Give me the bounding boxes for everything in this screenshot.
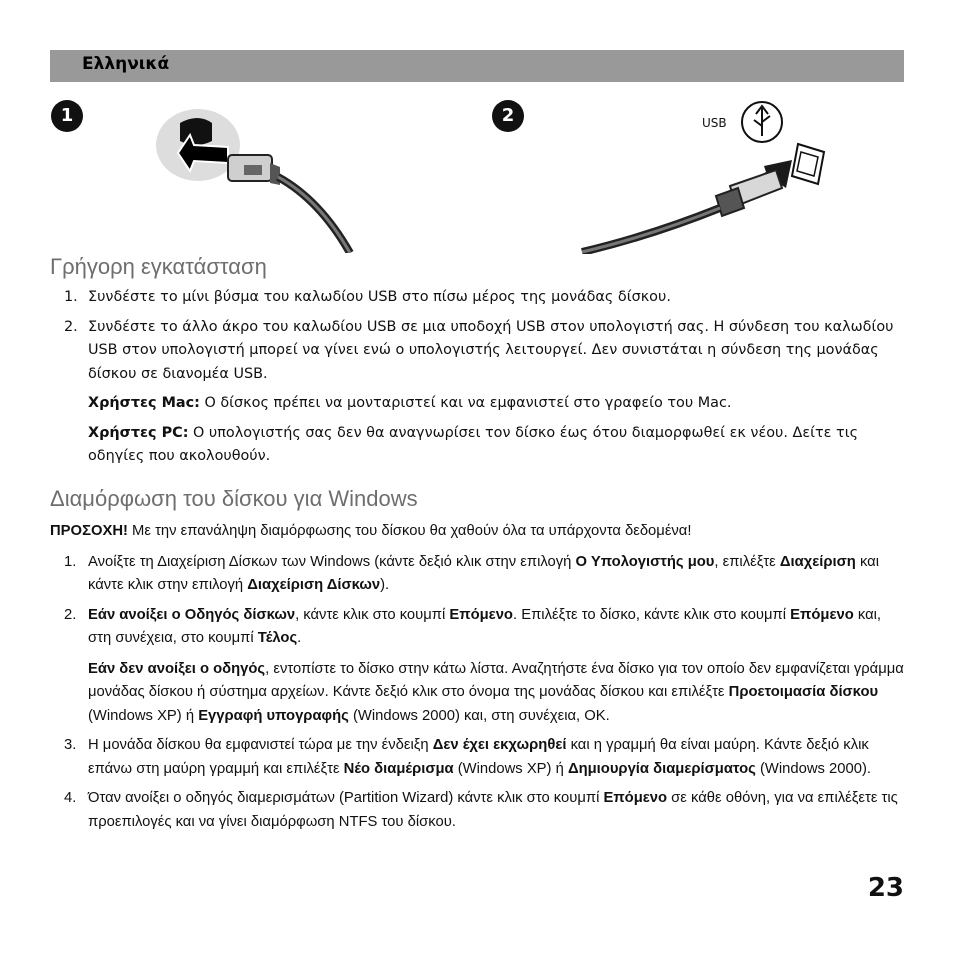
list-item: 1. Συνδέστε το μίνι βύσμα του καλωδίου USB στο πίσω μέρος της μονάδας δίσκου. <box>64 289 671 305</box>
list-item: 1. Ανοίξτε τη Διαχείριση Δίσκων των Windows (κάντε δεξιό κλικ στην επιλογή Ο Υπολογιστής μου, επιλέξτε Διαχείριση και κάντε κλικ στην επιλογή Διαχείριση Δίσκων). <box>64 553 879 593</box>
list-item: 2. Συνδέστε το άλλο άκρο του καλωδίου USB σε μια υποδοχή USB στον υπολογιστή σας. Η σύνδεση του καλωδίου USB στον υπολογιστή μπορεί να γίνει ενώ ο υπολογιστής λειτουργεί. Δεν συνιστάται η σύνδεση της μονάδας δίσκου σε διανομέα USB. <box>64 318 894 382</box>
quick-install-steps <box>50 286 905 469</box>
usb-cable <box>278 177 350 253</box>
mac-users-note: Χρήστες Mac: Ο δίσκος πρέπει να μονταριστεί και να εμφανιστεί στο γραφείο του Mac. <box>88 395 732 411</box>
format-instructions <box>50 520 905 834</box>
pc-users-note: Χρήστες PC: Ο υπολογιστής σας δεν θα αναγνωρίσει τον δίσκο έως ότου διαμορφωθεί εκ νέου. Δείτε τις οδηγίες που ακολουθούν. <box>88 424 859 464</box>
step-2-badge: 2 <box>492 100 524 132</box>
language-header-bar <box>50 50 904 82</box>
language-label: Ελληνικά <box>82 54 170 74</box>
figure-usb-computer-connection <box>580 96 830 254</box>
list-item: 4. Όταν ανοίξει ο οδηγός διαμερισμάτων (Partition Wizard) κάντε κλικ στο κουμπί Επόμενο σε κάθε οθόνη, για να επιλέξετε τις προεπιλογές και να γίνει διαμόρφωση NTFS του δίσκου. <box>64 790 898 830</box>
format-heading: Διαμόρφωση του δίσκου για Windows <box>50 486 418 511</box>
page-number: 23 <box>867 873 904 903</box>
list-item: 3. Η μονάδα δίσκου θα εμφανιστεί τώρα με την ένδειξη Δεν έχει εκχωρηθεί και η γραμμή θα είναι μαύρη. Κάντε δεξιό κλικ επάνω στη μαύρη γραμμή και επιλέξτε Νέο διαμέρισμα (Windows XP) ή Δημιουργία διαμερίσματος (Windows 2000). <box>64 737 871 777</box>
quick-install-heading: Γρήγορη εγκατάσταση <box>50 254 267 279</box>
usb-port-socket <box>792 144 824 184</box>
usb-port-label: USB <box>702 116 727 130</box>
step-1-badge: 1 <box>51 100 83 132</box>
figure-mini-usb-connection <box>150 105 360 253</box>
warning-note: ΠΡΟΣΟΧΗ! Με την επανάληψη διαμόρφωσης του δίσκου θα χαθούν όλα τα υπάρχοντα δεδομένα! <box>50 523 692 539</box>
list-item: 2. Εάν ανοίξει ο Οδηγός δίσκων, κάντε κλικ στο κουμπί Επόμενο. Επιλέξτε το δίσκο, κάντε κλικ στο κουμπί Επόμενο και, στη συνέχεια, στο κουμπί Τέλος. Εάν δεν ανοίξει ο οδηγός, εντοπίστε το δίσκο στην κάτω λίστα. Αναζητήστε ένα δίσκο για τον οποίο δεν εμφανίζεται γράμμα μονάδας δίσκου ή σύστημα αρχείων. Κάντε δεξιό κλικ στο όνομα της μονάδας δίσκου και επιλέξτε Προετοιμασία δίσκου (Windows XP) ή Εγγραφή υπογραφής (Windows 2000) και, στη συνέχεια, OK. <box>64 606 904 724</box>
drive-port-icon <box>180 118 212 145</box>
